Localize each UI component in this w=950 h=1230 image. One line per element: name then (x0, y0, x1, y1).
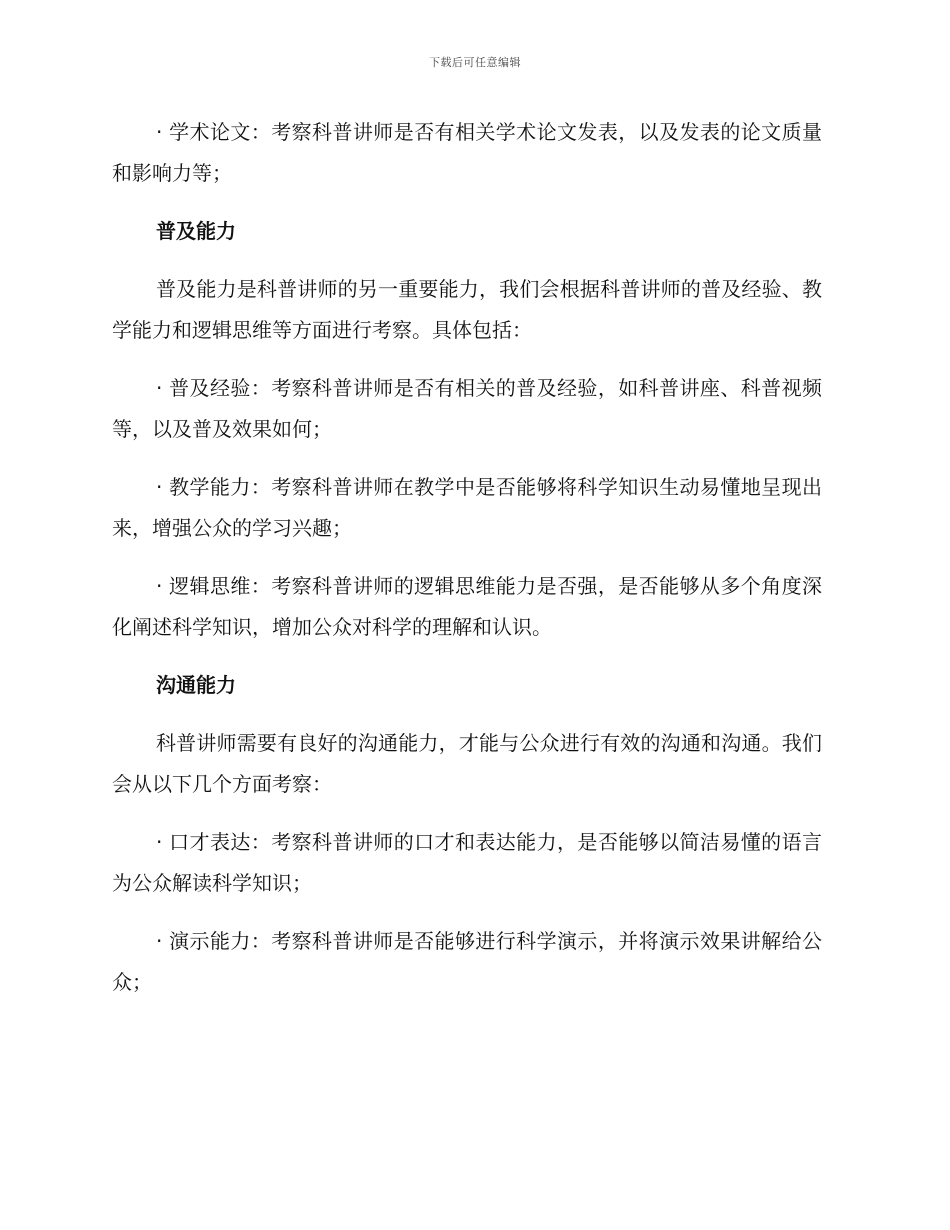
paragraph-demonstration-ability: · 演示能力：考察科普讲师是否能够进行科学演示，并将演示效果讲解给公众； (112, 929, 822, 994)
paragraph-verbal-expression: · 口才表达：考察科普讲师的口才和表达能力，是否能够以简洁易懂的语言为公众解读科学知识； (112, 830, 822, 895)
paragraph-academic-papers: · 学术论文：考察科普讲师是否有相关学术论文发表，以及发表的论文质量和影响力等； (112, 120, 822, 185)
paragraph-teaching-ability: · 教学能力：考察科普讲师在教学中是否能够将科学知识生动易懂地呈现出来，增强公众的学习兴趣； (112, 475, 822, 540)
document-body (112, 112, 822, 1020)
section-heading-popularization: 普及能力 (156, 219, 236, 243)
paragraph-popularization-intro: 普及能力是科普讲师的另一重要能力，我们会根据科普讲师的普及经验、教学能力和逻辑思维等方面进行考察。具体包括： (112, 277, 822, 342)
paragraph-communication-intro: 科普讲师需要有良好的沟通能力，才能与公众进行有效的沟通和沟通。我们会从以下几个方面考察： (112, 731, 822, 796)
section-heading-communication: 沟通能力 (156, 673, 236, 697)
paragraph-logical-thinking: · 逻辑思维：考察科普讲师的逻辑思维能力是否强，是否能够从多个角度深化阐述科学知识，增加公众对科学的理解和认识。 (112, 574, 822, 639)
paragraph-popularization-experience: · 普及经验：考察科普讲师是否有相关的普及经验，如科普讲座、科普视频等，以及普及效果如何； (112, 376, 822, 441)
header-note: 下载后可任意编辑 (429, 56, 521, 69)
